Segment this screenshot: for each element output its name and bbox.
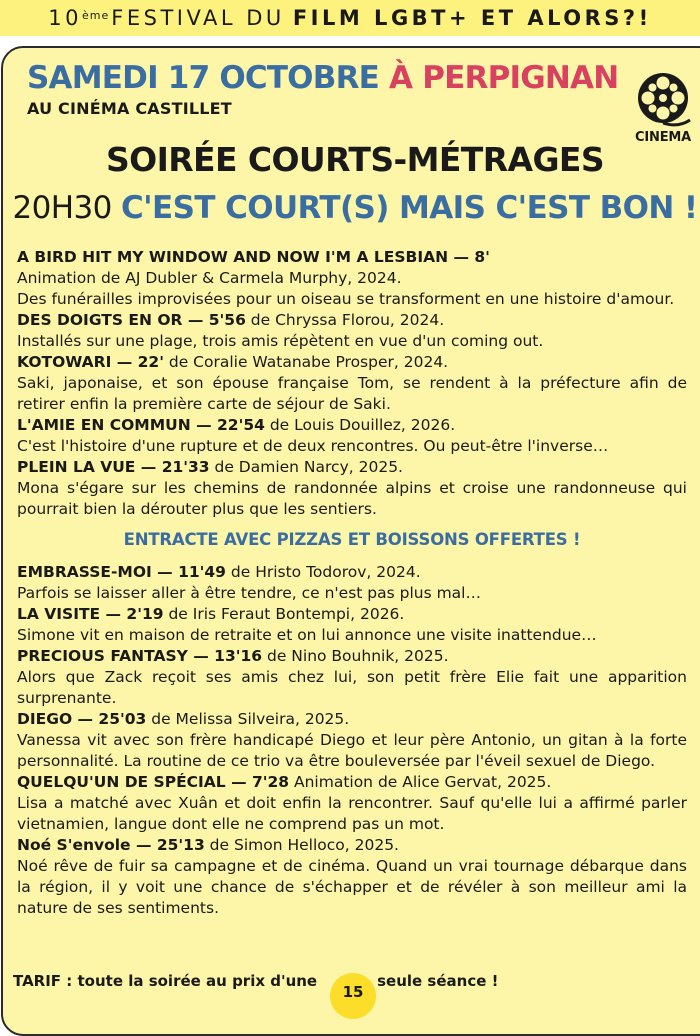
film-synopsis: Saki, japonaise, et son épouse française Tom, se rendent à la préfecture afin de retirer enfin la première carte de séjour de Saki. — [17, 374, 687, 413]
film-credit: de Nino Bouhnik, 2025. — [262, 647, 449, 665]
film-entry — [17, 562, 687, 604]
event-title: SOIRÉE COURTS-MÉTRAGES — [105, 140, 605, 179]
event-date: SAMEDI 17 OCTOBRE — [27, 60, 380, 96]
film-title: L'AMIE EN COMMUN — 22'54 — [17, 416, 265, 434]
film-title: PRECIOUS FANTASY — 13'16 — [17, 647, 263, 665]
event-time: 20H30 — [12, 190, 112, 226]
film-title: DIEGO — 25'03 — [17, 710, 147, 728]
festival-name: FILM LGBT+ ET ALORS?! — [292, 6, 652, 30]
film-synopsis: Vanessa vit avec son frère handicapé Diego et leur père Antonio, un gitan à la forte personnalité. La routine de ce trio va être bouleversée par l'éveil sexuel de Diego. — [17, 731, 687, 770]
event-tagline: C'EST COURT(S) MAIS C'EST BON ! — [121, 190, 698, 226]
film-title: QUELQU'UN DE SPÉCIAL — 7'28 — [17, 773, 290, 791]
film-entry — [17, 835, 687, 919]
film-synopsis: Alors que Zack reçoit ses amis chez lui, son petit frère Elie fait une apparition surprenante. — [17, 668, 687, 707]
film-synopsis: C'est l'histoire d'une rupture et de deux rencontres. Ou peut-être l'inverse… — [17, 437, 609, 455]
tarif-right: seule séance ! — [377, 972, 499, 990]
film-synopsis: Lisa a matché avec Xuân et doit enfin la rencontrer. Sauf qu'elle lui a affirmé parler vietnamien, langue dont elle ne comprend pas un mot. — [17, 794, 687, 833]
film-title: Noé S'envole — 25'13 — [17, 836, 205, 854]
film-credit: de Simon Helloco, 2025. — [204, 836, 399, 854]
film-list — [17, 247, 687, 919]
event-date-line — [27, 60, 618, 96]
film-title: DES DOIGTS EN OR — 5'56 — [17, 311, 246, 329]
film-entry — [17, 646, 687, 709]
film-entry — [17, 310, 687, 352]
film-synopsis: Simone vit en maison de retraite et on lui annonce une visite inattendue… — [17, 626, 597, 644]
event-subtitle — [0, 190, 700, 226]
film-title: KOTOWARI — 22' — [17, 353, 164, 371]
film-title: A BIRD HIT MY WINDOW AND NOW I'M A LESBIAN — 8' — [17, 248, 490, 266]
festival-banner — [0, 0, 700, 36]
film-title: PLEIN LA VUE — 21'33 — [17, 458, 210, 476]
film-synopsis: Mona s'égare sur les chemins de randonnée alpins et croise une randonneuse qui pourrait bien la dérouter plus que les sentiers. — [17, 479, 687, 518]
film-title: LA VISITE — 2'19 — [17, 605, 164, 623]
film-entry — [17, 415, 687, 457]
film-entry — [17, 457, 687, 520]
film-entry — [17, 709, 687, 772]
film-credit: de Iris Feraut Bontempi, 2026. — [163, 605, 405, 623]
film-synopsis: Noé rêve de fuir sa campagne et de cinéma. Quand un vrai tournage débarque dans la région, il y voit une chance de s'échapper et de révéler à son meilleur ami la nature de ses sentiments. — [17, 857, 687, 917]
event-venue: AU CINÉMA CASTILLET — [27, 99, 232, 118]
intermission-notice: ENTRACTE AVEC PIZZAS ET BOISSONS OFFERTES ! — [123, 530, 581, 549]
film-credit: Animation de Alice Gervat, 2025. — [289, 773, 552, 791]
tarif-left: TARIF : toute la soirée au prix d'une — [13, 972, 318, 990]
price-badge: 15 — [330, 973, 376, 1019]
film-entry — [17, 352, 687, 415]
film-credit: de Hristo Todorov, 2024. — [225, 563, 421, 581]
film-credit: de Louis Douillez, 2026. — [264, 416, 456, 434]
film-credit: de Chryssa Florou, 2024. — [245, 311, 445, 329]
film-credit: Animation de AJ Dubler & Carmela Murphy, 2024. — [17, 269, 402, 287]
film-synopsis: Parfois se laisser aller à être tendre, ce n'est pas plus mal… — [17, 584, 481, 602]
edition-superscript: ème — [82, 8, 110, 22]
film-entry — [17, 772, 687, 835]
film-synopsis: Installés sur une plage, trois amis répètent en vue d'un coming out. — [17, 332, 544, 350]
film-credit: de Melissa Silveira, 2025. — [146, 710, 350, 728]
event-city: À PERPIGNAN — [389, 60, 619, 96]
film-credit: de Damien Narcy, 2025. — [209, 458, 403, 476]
cinema-icon-label: CINEMA — [635, 130, 691, 145]
film-credit: de Coralie Watanabe Prosper, 2024. — [163, 353, 449, 371]
edition-number: 10 — [48, 6, 83, 30]
film-title: EMBRASSE-MOI — 11'49 — [17, 563, 226, 581]
tarif-line — [13, 972, 498, 990]
film-synopsis: Des funérailles improvisées pour un oiseau se transforment en une histoire d'amour. — [17, 290, 675, 308]
festival-prefix: FESTIVAL DU — [111, 6, 285, 30]
cinema-reel-icon — [632, 68, 694, 148]
film-entry — [17, 247, 687, 310]
film-entry — [17, 604, 687, 646]
